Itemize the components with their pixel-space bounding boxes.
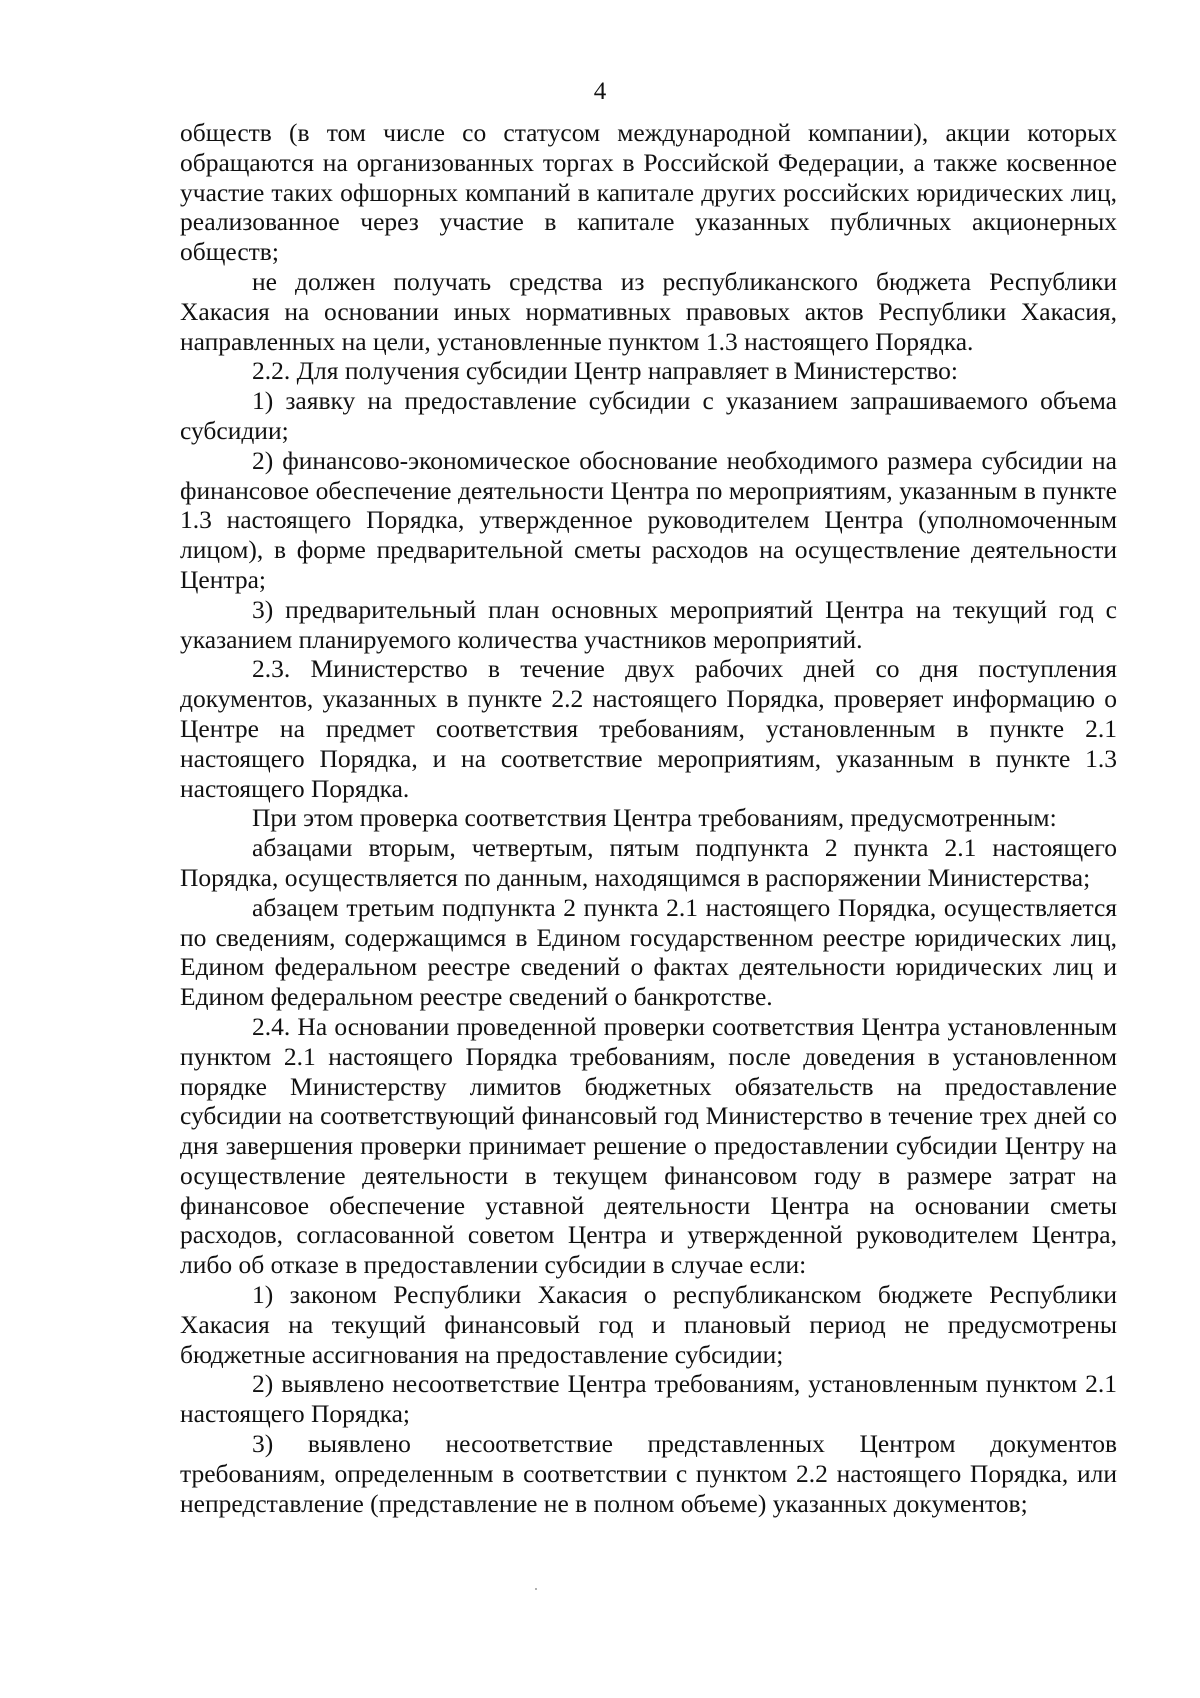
paragraph-verification-ministry: абзацами вторым, четвертым, пятым подпункта 2 пункта 2.1 настоящего Порядка, осуществляется по данным, находящимся в распоряжении Министерства; bbox=[180, 833, 1117, 892]
paragraph-budget-funds: не должен получать средства из республиканского бюджета Республики Хакасия на основании иных нормативных правовых актов Республики Хакасия, направленных на цели, установленные пунктом 1.3 настоящего Порядка. bbox=[180, 266, 1117, 356]
paragraph-continuation: обществ (в том числе со статусом международной компании), акции которых обращаются на организованных торгах в Российской Федерации, а также косвенное участие таких офшорных компаний в капитале других российских юридических лиц, реализованное через участие в капитале указанных публичных акционерных обществ; bbox=[180, 118, 1117, 267]
paragraph-2-2-item-2: 2) финансово-экономическое обоснование необходимого размера субсидии на финансовое обеспечение деятельности Центра по мероприятиям, указанным в пункте 1.3 настоящего Порядка, утвержденное руководителем Центра (уполномоченным лицом), в форме предварительной сметы расходов на осуществление деятельности Центра; bbox=[180, 445, 1117, 594]
paragraph-verification: При этом проверка соответствия Центра требованиям, предусмотренным: bbox=[252, 803, 1057, 833]
paragraph-2-3: 2.3. Министерство в течение двух рабочих дней со дня поступления документов, указанных в пункте 2.2 настоящего Порядка, проверяет информацию о Центре на предмет соответствия требованиям, установленным в пункте 2.1 настоящего Порядка, и на соответствие мероприятиям, указанным в пункте 1.3 настоящего Порядка. bbox=[180, 654, 1117, 803]
paragraph-2-4-item-1: 1) законом Республики Хакасия о республиканском бюджете Республики Хакасия на текущий финансовый год и плановый период не предусмотрены бюджетные ассигнования на предоставление субсидии; bbox=[180, 1280, 1117, 1369]
paragraph-2-4-item-2: 2) выявлено несоответствие Центра требованиям, установленным пунктом 2.1 настоящего Порядка; bbox=[180, 1369, 1117, 1429]
scan-speck bbox=[535, 1588, 537, 1590]
paragraph-2-4-item-3: 3) выявлено несоответствие представленных Центром документов требованиям, определенным в соответствии с пунктом 2.2 настоящего Порядка, или непредставление (представление не в полном объеме) указанных документов; bbox=[180, 1429, 1117, 1518]
paragraph-2-2: 2.2. Для получения субсидии Центр направляет в Министерство: bbox=[252, 356, 958, 386]
page-number: 4 bbox=[593, 78, 607, 105]
paragraph-2-4: 2.4. На основании проведенной проверки соответствия Центра установленным пунктом 2.1 настоящего Порядка требованиям, после доведения в установленном порядке Министерству лимитов бюджетных обязательств на предоставление субсидии на соответствующий финансовый год Министерство в течение трех дней со дня завершения проверки принимает решение о предоставлении субсидии Центру на осуществление деятельности в текущем финансовом году в размере затрат на финансовое обеспечение уставной деятельности Центра на основании сметы расходов, согласованной советом Центра и утвержденной руководителем Центра, либо об отказе в предоставлении субсидии в случае если: bbox=[180, 1011, 1117, 1280]
document-body bbox=[180, 118, 1117, 1518]
paragraph-2-2-item-1: 1) заявку на предоставление субсидии с указанием запрашиваемого объема субсидии; bbox=[180, 386, 1117, 445]
paragraph-2-2-item-3: 3) предварительный план основных мероприятий Центра на текущий год с указанием планируемого количества участников мероприятий. bbox=[180, 594, 1117, 654]
paragraph-verification-registers: абзацем третьим подпункта 2 пункта 2.1 настоящего Порядка, осуществляется по сведениям, содержащимся в Едином государственном реестре юридических лиц, Едином федеральном реестре сведений о фактах деятельности юридических лиц и Едином федеральном реестре сведений о банкротстве. bbox=[180, 892, 1117, 1012]
